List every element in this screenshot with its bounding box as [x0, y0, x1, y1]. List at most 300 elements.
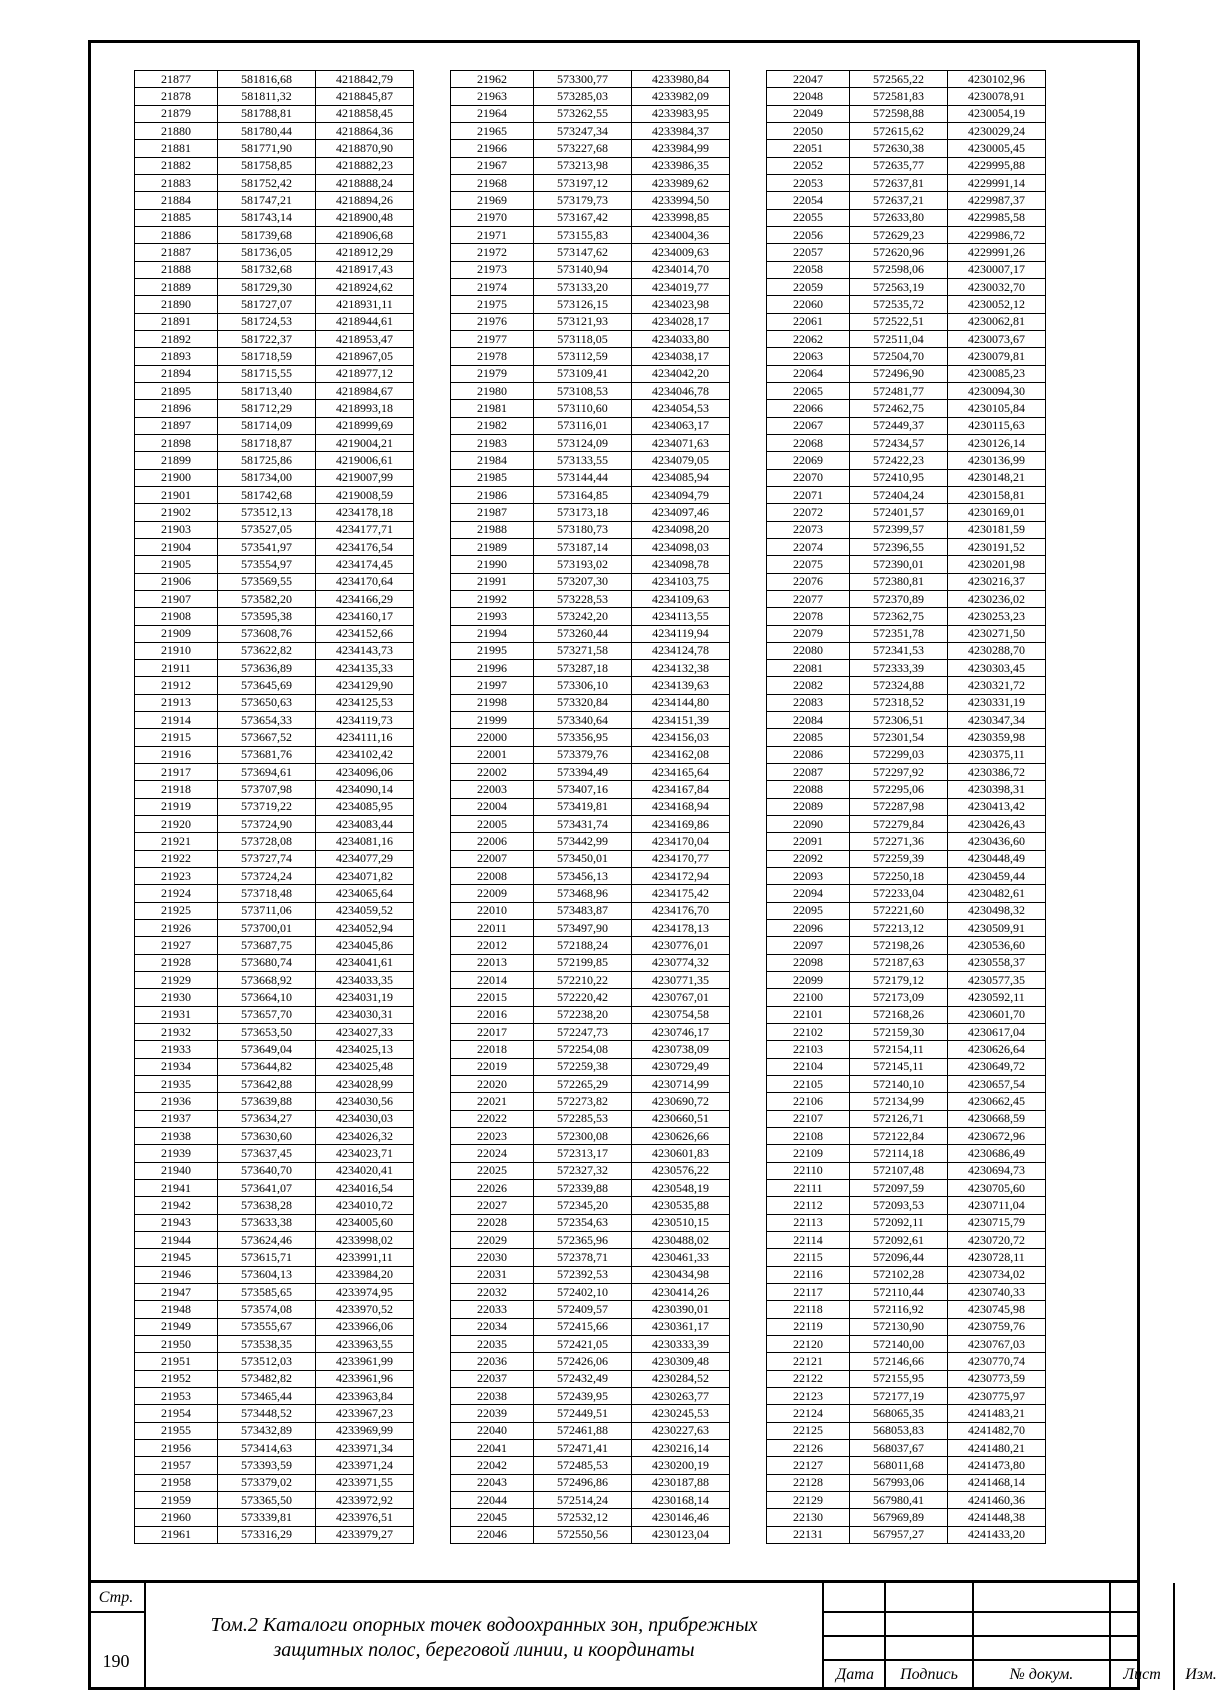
table-row	[767, 712, 1046, 729]
table-row	[135, 902, 414, 919]
point-number-cell: 21935	[135, 1076, 218, 1093]
point-number-cell: 21887	[135, 244, 218, 261]
table-row	[451, 1457, 730, 1474]
y-coordinate-cell: 4218924,62	[316, 278, 414, 295]
y-coordinate-cell: 4234033,80	[632, 330, 730, 347]
y-coordinate-cell: 4233989,62	[632, 174, 730, 191]
table-row	[767, 88, 1046, 105]
point-number-cell: 21877	[135, 71, 218, 88]
y-coordinate-cell: 4234135,33	[316, 660, 414, 677]
point-number-cell: 21952	[135, 1370, 218, 1387]
x-coordinate-cell: 573320,84	[534, 694, 632, 711]
y-coordinate-cell: 4230005,45	[948, 140, 1046, 157]
point-number-cell: 22095	[767, 902, 850, 919]
table-row	[451, 226, 730, 243]
x-coordinate-cell: 573595,38	[218, 608, 316, 625]
y-coordinate-cell: 4230775,97	[948, 1387, 1046, 1404]
point-number-cell: 22056	[767, 226, 850, 243]
x-coordinate-cell: 573121,93	[534, 313, 632, 330]
x-coordinate-cell: 573133,55	[534, 452, 632, 469]
x-coordinate-cell: 573118,05	[534, 330, 632, 347]
point-number-cell: 22032	[451, 1283, 534, 1300]
point-number-cell: 22012	[451, 937, 534, 954]
table-row	[767, 192, 1046, 209]
table-row	[135, 417, 414, 434]
point-number-cell: 22050	[767, 122, 850, 139]
table-row	[451, 278, 730, 295]
table-row	[767, 400, 1046, 417]
table-row	[135, 157, 414, 174]
x-coordinate-cell: 573379,02	[218, 1474, 316, 1491]
table-row	[451, 192, 730, 209]
x-coordinate-cell: 572426,06	[534, 1353, 632, 1370]
point-number-cell: 21951	[135, 1353, 218, 1370]
point-number-cell: 22084	[767, 712, 850, 729]
x-coordinate-cell: 572092,11	[850, 1214, 948, 1231]
table-row	[767, 885, 1046, 902]
x-coordinate-cell: 572295,06	[850, 781, 948, 798]
y-coordinate-cell: 4233994,50	[632, 192, 730, 209]
x-coordinate-cell: 572250,18	[850, 868, 948, 885]
point-number-cell: 22089	[767, 798, 850, 815]
table-row	[135, 1422, 414, 1439]
point-number-cell: 21994	[451, 625, 534, 642]
table-row	[451, 868, 730, 885]
x-coordinate-cell: 581739,68	[218, 226, 316, 243]
point-number-cell: 22030	[451, 1249, 534, 1266]
y-coordinate-cell: 4233998,85	[632, 209, 730, 226]
y-coordinate-cell: 4218984,67	[316, 382, 414, 399]
y-coordinate-cell: 4230216,37	[948, 573, 1046, 590]
x-coordinate-cell: 581725,86	[218, 452, 316, 469]
y-coordinate-cell: 4218870,90	[316, 140, 414, 157]
table-row	[451, 296, 730, 313]
x-coordinate-cell: 572390,01	[850, 556, 948, 573]
y-coordinate-cell: 4218953,47	[316, 330, 414, 347]
y-coordinate-cell: 4234026,32	[316, 1128, 414, 1145]
y-coordinate-cell: 4234085,95	[316, 798, 414, 815]
x-coordinate-cell: 581727,07	[218, 296, 316, 313]
table-row	[767, 729, 1046, 746]
point-number-cell: 22049	[767, 105, 850, 122]
point-number-cell: 22092	[767, 850, 850, 867]
x-coordinate-cell: 572598,88	[850, 105, 948, 122]
y-coordinate-cell: 4230662,45	[948, 1093, 1046, 1110]
point-number-cell: 21965	[451, 122, 534, 139]
x-coordinate-cell: 572511,04	[850, 330, 948, 347]
x-coordinate-cell: 573193,02	[534, 556, 632, 573]
point-number-cell: 21892	[135, 330, 218, 347]
table-row	[767, 174, 1046, 191]
point-number-cell: 22115	[767, 1249, 850, 1266]
x-coordinate-cell: 573287,18	[534, 660, 632, 677]
point-number-cell: 21980	[451, 382, 534, 399]
point-number-cell: 21976	[451, 313, 534, 330]
point-number-cell: 21969	[451, 192, 534, 209]
y-coordinate-cell: 4234113,55	[632, 608, 730, 625]
x-coordinate-cell: 573687,75	[218, 937, 316, 954]
point-number-cell: 22048	[767, 88, 850, 105]
table-row	[451, 1439, 730, 1456]
table-row	[451, 1058, 730, 1075]
y-coordinate-cell: 4230102,96	[948, 71, 1046, 88]
x-coordinate-cell: 572093,53	[850, 1197, 948, 1214]
table-row	[135, 608, 414, 625]
table-row	[135, 1370, 414, 1387]
x-coordinate-cell: 573622,82	[218, 642, 316, 659]
x-coordinate-cell: 572365,96	[534, 1231, 632, 1248]
y-coordinate-cell: 4218999,69	[316, 417, 414, 434]
table-row	[135, 1335, 414, 1352]
point-number-cell: 21937	[135, 1110, 218, 1127]
point-number-cell: 22065	[767, 382, 850, 399]
x-coordinate-cell: 572134,99	[850, 1093, 948, 1110]
x-coordinate-cell: 572633,80	[850, 209, 948, 226]
y-coordinate-cell: 4230776,01	[632, 937, 730, 954]
y-coordinate-cell: 4230390,01	[632, 1301, 730, 1318]
y-coordinate-cell: 4230448,49	[948, 850, 1046, 867]
x-coordinate-cell: 573680,74	[218, 954, 316, 971]
point-number-cell: 22124	[767, 1405, 850, 1422]
point-number-cell: 21955	[135, 1422, 218, 1439]
x-coordinate-cell: 573393,59	[218, 1457, 316, 1474]
table-row	[135, 122, 414, 139]
table-row	[451, 504, 730, 521]
y-coordinate-cell: 4234174,45	[316, 556, 414, 573]
y-coordinate-cell: 4234152,66	[316, 625, 414, 642]
point-number-cell: 22085	[767, 729, 850, 746]
point-number-cell: 21879	[135, 105, 218, 122]
table-row	[135, 1301, 414, 1318]
point-number-cell: 22057	[767, 244, 850, 261]
x-coordinate-cell: 573657,70	[218, 1006, 316, 1023]
table-row	[767, 694, 1046, 711]
y-coordinate-cell: 4234170,64	[316, 573, 414, 590]
table-row	[451, 608, 730, 625]
point-number-cell: 21916	[135, 746, 218, 763]
y-coordinate-cell: 4234165,64	[632, 764, 730, 781]
x-coordinate-cell: 572238,20	[534, 1006, 632, 1023]
y-coordinate-cell: 4219007,99	[316, 469, 414, 486]
x-coordinate-cell: 573419,81	[534, 798, 632, 815]
point-number-cell: 21930	[135, 989, 218, 1006]
table-row	[767, 1301, 1046, 1318]
point-number-cell: 22111	[767, 1180, 850, 1197]
table-row	[135, 833, 414, 850]
x-coordinate-cell: 572563,19	[850, 278, 948, 295]
y-coordinate-cell: 4233998,02	[316, 1231, 414, 1248]
table-row	[135, 140, 414, 157]
point-number-cell: 21902	[135, 504, 218, 521]
table-row	[767, 486, 1046, 503]
x-coordinate-cell: 572635,77	[850, 157, 948, 174]
point-number-cell: 22054	[767, 192, 850, 209]
table-row	[135, 920, 414, 937]
point-number-cell: 21913	[135, 694, 218, 711]
table-row	[135, 1509, 414, 1526]
x-coordinate-cell: 581736,05	[218, 244, 316, 261]
y-coordinate-cell: 4230482,61	[948, 885, 1046, 902]
x-coordinate-cell: 572177,19	[850, 1387, 948, 1404]
x-coordinate-cell: 572122,84	[850, 1128, 948, 1145]
table-row	[135, 1041, 414, 1058]
x-coordinate-cell: 573442,99	[534, 833, 632, 850]
x-coordinate-cell: 572496,90	[850, 365, 948, 382]
x-coordinate-cell: 572378,71	[534, 1249, 632, 1266]
table-row	[451, 885, 730, 902]
table-row	[767, 1266, 1046, 1283]
point-number-cell: 22123	[767, 1387, 850, 1404]
point-number-cell: 21959	[135, 1491, 218, 1508]
point-number-cell: 22037	[451, 1370, 534, 1387]
point-number-cell: 22018	[451, 1041, 534, 1058]
x-coordinate-cell: 572496,86	[534, 1474, 632, 1491]
point-number-cell: 21938	[135, 1128, 218, 1145]
y-coordinate-cell: 4233974,95	[316, 1283, 414, 1300]
table-row	[135, 1266, 414, 1283]
x-coordinate-cell: 573728,08	[218, 833, 316, 850]
x-coordinate-cell: 572155,95	[850, 1370, 948, 1387]
point-number-cell: 22074	[767, 538, 850, 555]
point-number-cell: 22041	[451, 1439, 534, 1456]
y-coordinate-cell: 4219004,21	[316, 434, 414, 451]
y-coordinate-cell: 4230436,60	[948, 833, 1046, 850]
table-row	[135, 556, 414, 573]
y-coordinate-cell: 4229985,58	[948, 209, 1046, 226]
point-number-cell: 21936	[135, 1093, 218, 1110]
x-coordinate-cell: 573639,88	[218, 1093, 316, 1110]
point-number-cell: 21981	[451, 400, 534, 417]
y-coordinate-cell: 4230711,04	[948, 1197, 1046, 1214]
table-row	[767, 1041, 1046, 1058]
y-coordinate-cell: 4234170,04	[632, 833, 730, 850]
table-row	[135, 972, 414, 989]
x-coordinate-cell: 572341,53	[850, 642, 948, 659]
x-coordinate-cell: 573394,49	[534, 764, 632, 781]
y-coordinate-cell: 4218906,68	[316, 226, 414, 243]
point-number-cell: 22039	[451, 1405, 534, 1422]
table-row	[767, 140, 1046, 157]
x-coordinate-cell: 573654,33	[218, 712, 316, 729]
y-coordinate-cell: 4241473,80	[948, 1457, 1046, 1474]
point-number-cell: 21948	[135, 1301, 218, 1318]
x-coordinate-cell: 572449,37	[850, 417, 948, 434]
point-number-cell: 22045	[451, 1509, 534, 1526]
point-number-cell: 22055	[767, 209, 850, 226]
point-number-cell: 21975	[451, 296, 534, 313]
x-coordinate-cell: 573512,03	[218, 1353, 316, 1370]
point-number-cell: 21982	[451, 417, 534, 434]
x-coordinate-cell: 567957,27	[850, 1526, 948, 1543]
table-row	[767, 798, 1046, 815]
table-row	[135, 226, 414, 243]
point-number-cell: 21987	[451, 504, 534, 521]
x-coordinate-cell: 573641,07	[218, 1180, 316, 1197]
point-number-cell: 21915	[135, 729, 218, 746]
x-coordinate-cell: 573187,14	[534, 538, 632, 555]
point-number-cell: 21947	[135, 1283, 218, 1300]
table-row	[135, 625, 414, 642]
point-number-cell: 22126	[767, 1439, 850, 1456]
point-number-cell: 22112	[767, 1197, 850, 1214]
x-coordinate-cell: 573448,52	[218, 1405, 316, 1422]
table-row	[135, 244, 414, 261]
point-number-cell: 22067	[767, 417, 850, 434]
point-number-cell: 21988	[451, 521, 534, 538]
table-row	[451, 1162, 730, 1179]
table-row	[767, 816, 1046, 833]
table-row	[451, 850, 730, 867]
y-coordinate-cell: 4230375,11	[948, 746, 1046, 763]
table-row	[451, 694, 730, 711]
x-coordinate-cell: 573414,63	[218, 1439, 316, 1456]
y-coordinate-cell: 4234038,17	[632, 348, 730, 365]
table-row	[135, 400, 414, 417]
table-row	[451, 1231, 730, 1248]
y-coordinate-cell: 4230558,37	[948, 954, 1046, 971]
y-coordinate-cell: 4234077,29	[316, 850, 414, 867]
x-coordinate-cell: 581771,90	[218, 140, 316, 157]
table-row	[135, 348, 414, 365]
y-coordinate-cell: 4233967,23	[316, 1405, 414, 1422]
x-coordinate-cell: 572504,70	[850, 348, 948, 365]
x-coordinate-cell: 573608,76	[218, 625, 316, 642]
y-coordinate-cell: 4241433,20	[948, 1526, 1046, 1543]
y-coordinate-cell: 4230729,49	[632, 1058, 730, 1075]
x-coordinate-cell: 572439,95	[534, 1387, 632, 1404]
point-number-cell: 21911	[135, 660, 218, 677]
y-coordinate-cell: 4234083,44	[316, 816, 414, 833]
point-number-cell: 22008	[451, 868, 534, 885]
x-coordinate-cell: 573538,35	[218, 1335, 316, 1352]
table-row	[451, 1006, 730, 1023]
y-coordinate-cell: 4241480,21	[948, 1439, 1046, 1456]
x-coordinate-cell: 581718,59	[218, 348, 316, 365]
point-number-cell: 22063	[767, 348, 850, 365]
point-number-cell: 22106	[767, 1093, 850, 1110]
x-coordinate-cell: 567969,89	[850, 1509, 948, 1526]
y-coordinate-cell: 4234175,42	[632, 885, 730, 902]
x-coordinate-cell: 572300,08	[534, 1128, 632, 1145]
table-row	[451, 1301, 730, 1318]
table-row	[451, 660, 730, 677]
table-row	[767, 469, 1046, 486]
x-coordinate-cell: 572351,78	[850, 625, 948, 642]
point-number-cell: 21990	[451, 556, 534, 573]
y-coordinate-cell: 4230461,33	[632, 1249, 730, 1266]
x-coordinate-cell: 573664,10	[218, 989, 316, 1006]
x-coordinate-cell: 572265,29	[534, 1076, 632, 1093]
y-coordinate-cell: 4230361,17	[632, 1318, 730, 1335]
point-number-cell: 22129	[767, 1491, 850, 1508]
point-number-cell: 22007	[451, 850, 534, 867]
point-number-cell: 21921	[135, 833, 218, 850]
x-coordinate-cell: 573213,98	[534, 157, 632, 174]
y-coordinate-cell: 4233979,27	[316, 1526, 414, 1543]
point-number-cell: 21941	[135, 1180, 218, 1197]
point-number-cell: 22108	[767, 1128, 850, 1145]
y-coordinate-cell: 4233984,20	[316, 1266, 414, 1283]
point-number-cell: 21958	[135, 1474, 218, 1491]
table-row	[767, 1318, 1046, 1335]
point-number-cell: 21960	[135, 1509, 218, 1526]
point-number-cell: 22102	[767, 1024, 850, 1041]
table-row	[451, 954, 730, 971]
x-coordinate-cell: 573167,42	[534, 209, 632, 226]
point-number-cell: 22075	[767, 556, 850, 573]
x-coordinate-cell: 572620,96	[850, 244, 948, 261]
x-coordinate-cell: 573724,24	[218, 868, 316, 885]
x-coordinate-cell: 568011,68	[850, 1457, 948, 1474]
y-coordinate-cell: 4233969,99	[316, 1422, 414, 1439]
table-row	[451, 642, 730, 659]
x-coordinate-cell: 572168,26	[850, 1006, 948, 1023]
table-row	[451, 1197, 730, 1214]
table-row	[451, 972, 730, 989]
table-row	[451, 1405, 730, 1422]
y-coordinate-cell: 4218977,12	[316, 365, 414, 382]
table-row	[451, 712, 730, 729]
point-number-cell: 21954	[135, 1405, 218, 1422]
y-coordinate-cell: 4234156,03	[632, 729, 730, 746]
y-coordinate-cell: 4230754,58	[632, 1006, 730, 1023]
y-coordinate-cell: 4218993,18	[316, 400, 414, 417]
point-number-cell: 22014	[451, 972, 534, 989]
table-row	[451, 902, 730, 919]
point-number-cell: 21957	[135, 1457, 218, 1474]
x-coordinate-cell: 573271,58	[534, 642, 632, 659]
x-coordinate-cell: 572198,26	[850, 937, 948, 954]
table-row	[767, 538, 1046, 555]
x-coordinate-cell: 573340,64	[534, 712, 632, 729]
y-coordinate-cell: 4230715,79	[948, 1214, 1046, 1231]
x-coordinate-cell: 567993,06	[850, 1474, 948, 1491]
table-row	[451, 521, 730, 538]
point-number-cell: 21993	[451, 608, 534, 625]
document-title-line-1: Том.2 Каталоги опорных точек водоохранных зон, прибрежных	[210, 1614, 758, 1636]
point-number-cell: 21920	[135, 816, 218, 833]
x-coordinate-cell: 573124,09	[534, 434, 632, 451]
x-coordinate-cell: 572535,72	[850, 296, 948, 313]
table-row	[767, 902, 1046, 919]
x-coordinate-cell: 581734,00	[218, 469, 316, 486]
y-coordinate-cell: 4218842,79	[316, 71, 414, 88]
table-row	[767, 972, 1046, 989]
table-row	[767, 1093, 1046, 1110]
x-coordinate-cell: 573140,94	[534, 261, 632, 278]
point-number-cell: 22076	[767, 573, 850, 590]
page-number: 190	[88, 1613, 146, 1690]
y-coordinate-cell: 4218858,45	[316, 105, 414, 122]
x-coordinate-cell: 572130,90	[850, 1318, 948, 1335]
x-coordinate-cell: 572102,28	[850, 1266, 948, 1283]
x-coordinate-cell: 573724,90	[218, 816, 316, 833]
table-row	[767, 226, 1046, 243]
x-coordinate-cell: 573108,53	[534, 382, 632, 399]
table-row	[451, 1180, 730, 1197]
table-row	[135, 989, 414, 1006]
x-coordinate-cell: 573147,62	[534, 244, 632, 261]
point-number-cell: 21898	[135, 434, 218, 451]
x-coordinate-cell: 572327,32	[534, 1162, 632, 1179]
table-row	[135, 746, 414, 763]
x-coordinate-cell: 572485,53	[534, 1457, 632, 1474]
table-row	[451, 174, 730, 191]
y-coordinate-cell: 4234098,20	[632, 521, 730, 538]
table-row	[767, 1335, 1046, 1352]
table-row	[767, 313, 1046, 330]
y-coordinate-cell: 4230007,17	[948, 261, 1046, 278]
